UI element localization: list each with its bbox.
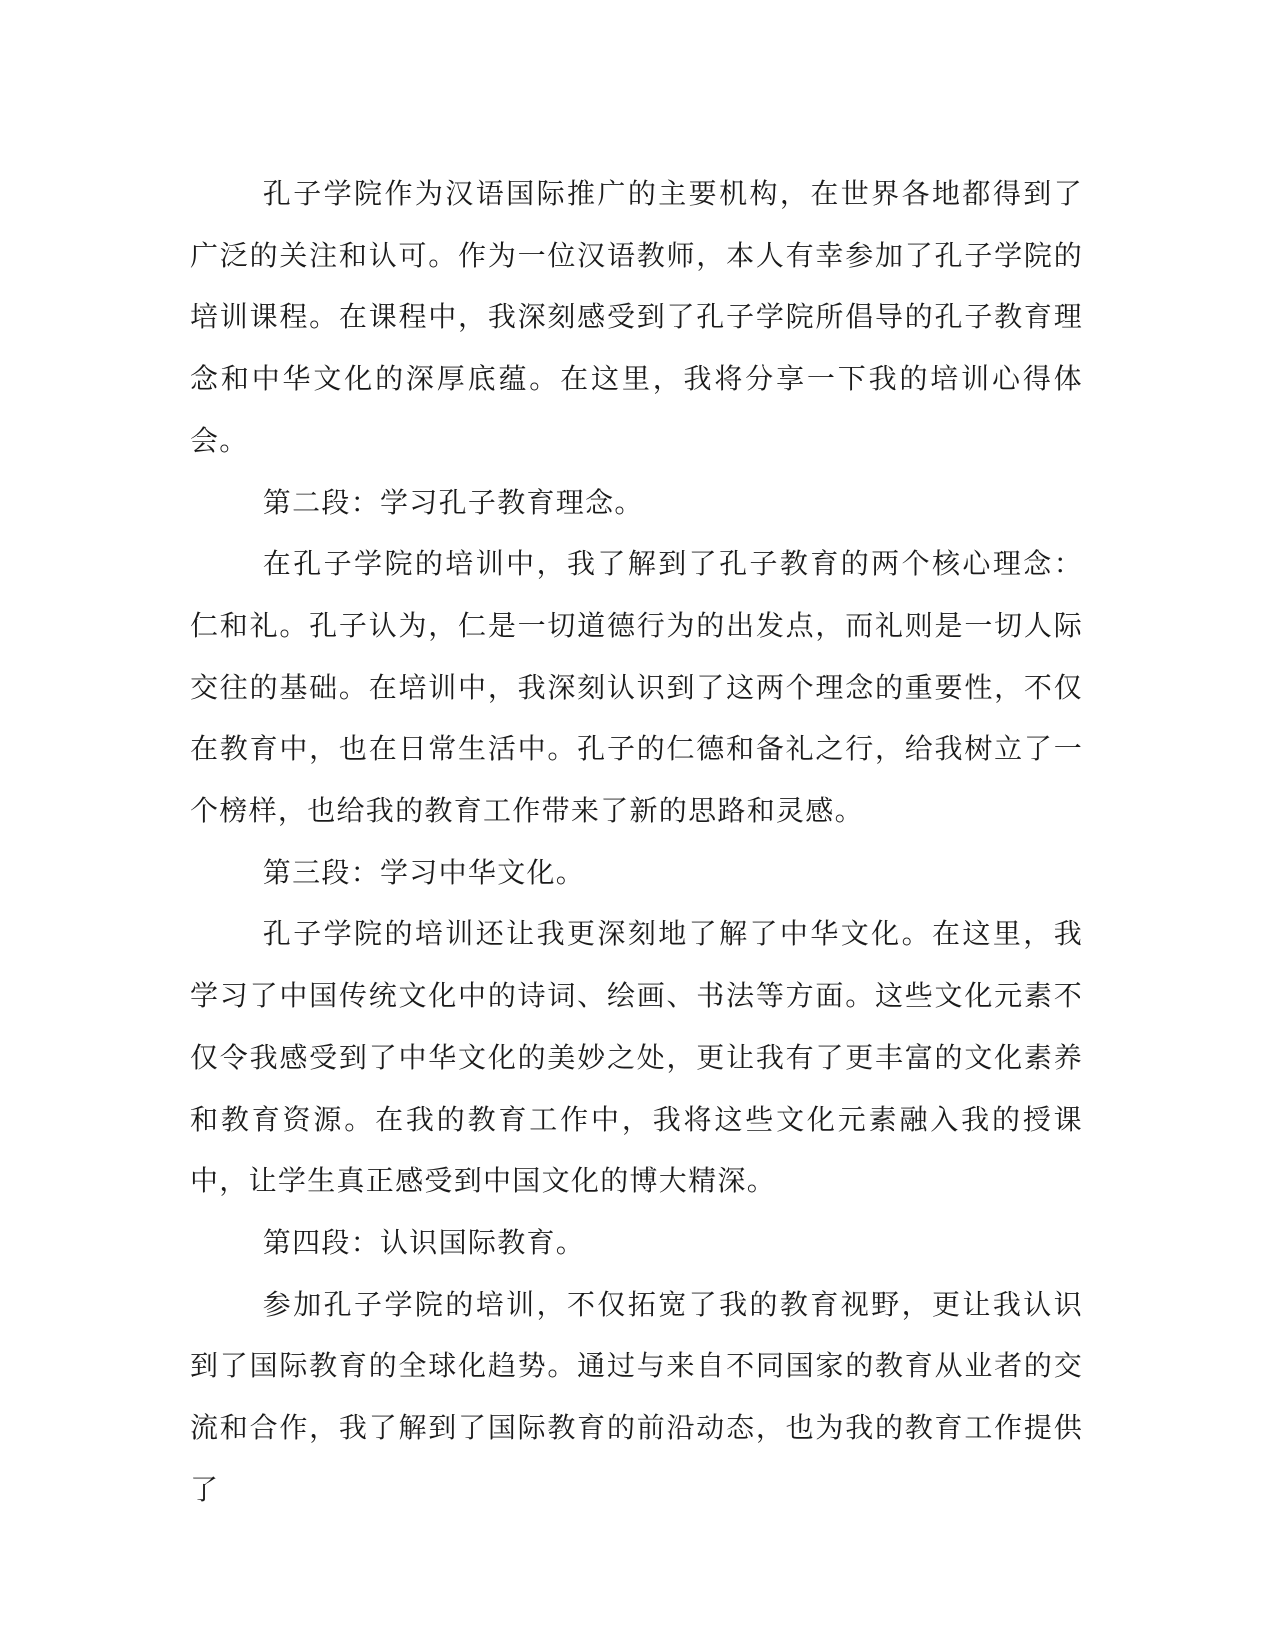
paragraph-section-4: 参加孔子学院的培训，不仅拓宽了我的教育视野，更让我认识到了国际教育的全球化趋势。通过与来自不同国家的教育从业者的交流和合作，我了解到了国际教育的前沿动态，也为我的教育工作提供了 — [190, 1287, 1083, 1506]
section-heading-4: 第四段：认识国际教育。 — [262, 1225, 586, 1259]
document-body — [190, 163, 1083, 1520]
section-heading-2: 第二段：学习孔子教育理念。 — [262, 485, 644, 519]
paragraph-intro: 孔子学院作为汉语国际推广的主要机构，在世界各地都得到了广泛的关注和认可。作为一位汉语教师，本人有幸参加了孔子学院的培训课程。在课程中，我深刻感受到了孔子学院所倡导的孔子教育理念和中华文化的深厚底蕴。在这里，我将分享一下我的培训心得体会。 — [190, 177, 1083, 457]
paragraph-section-3: 孔子学院的培训还让我更深刻地了解了中华文化。在这里，我学习了中国传统文化中的诗词、绘画、书法等方面。这些文化元素不仅令我感受到了中华文化的美妙之处，更让我有了更丰富的文化素养和教育资源。在我的教育工作中，我将这些文化元素融入我的授课中，让学生真正感受到中国文化的博大精深。 — [190, 917, 1083, 1198]
section-heading-3: 第三段：学习中华文化。 — [262, 855, 586, 889]
paragraph-section-2: 在孔子学院的培训中，我了解到了孔子教育的两个核心理念：仁和礼。孔子认为，仁是一切道德行为的出发点，而礼则是一切人际交往的基础。在培训中，我深刻认识到了这两个理念的重要性，不仅在教育中，也在日常生活中。孔子的仁德和备礼之行，给我树立了一个榜样，也给我的教育工作带来了新的思路和灵感。 — [190, 547, 1083, 828]
